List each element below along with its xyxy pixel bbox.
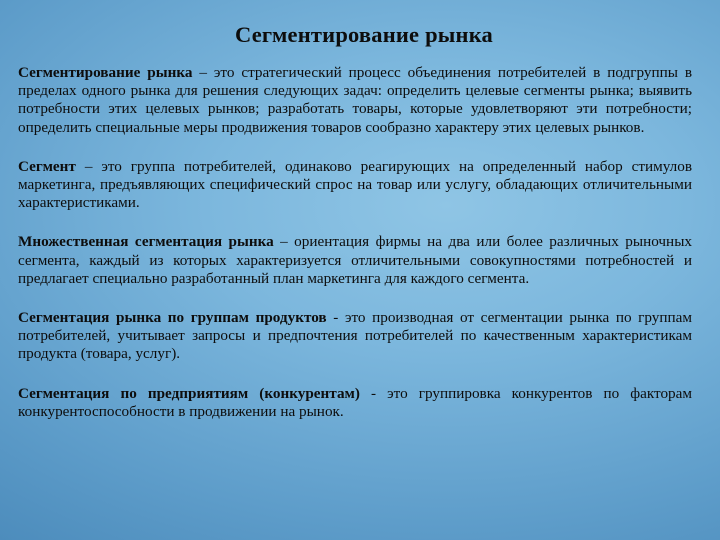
definition-term: Сегмент <box>18 157 76 175</box>
slide-title: Сегментирование рынка <box>235 22 493 47</box>
definition-text: - это производная от сегментации рынка по группам потребителей, учитывает запросы и предпочтения потребителей по качественным характеристикам продукта (товара, услуг). <box>18 309 692 363</box>
definition-term: Множественная сегментация рынка <box>18 233 274 251</box>
definition-text: – это стратегический процесс объединения потребителей в подгруппы в пределах одного рынка для решения следующих задач: определить целевые сегменты рынка; выявить потребности этих целевых рынков; разработать товары, которые удовлетворяют эти потребности; определить специальные меры продвижения товаров сообразно характеру этих целевых рынков. <box>18 64 692 136</box>
definition-paragraph <box>18 385 692 421</box>
definition-text: – ориентация фирмы на два или более различных рыночных сегмента, каждый из которых характеризуется отличительными совокупностями потребностей и предлагает специально разработанный план маркетинга для каждого сегмента. <box>18 233 692 287</box>
definition-text: – это группа потребителей, одинаково реагирующих на определенный набор стимулов маркетинга, предъявляющих специфический спрос на товар или услугу, обладающих отличительными характеристиками. <box>18 157 692 212</box>
definition-term: Сегментация по предприятиям (конкурентам) <box>18 384 360 402</box>
definition-paragraph <box>18 233 692 288</box>
definition-text: - это группировка конкурентов по факторам конкурентоспособности в продвижении на рынок. <box>18 384 692 420</box>
definition-paragraph <box>18 158 692 213</box>
definition-term: Сегментация рынка по группам продуктов <box>18 309 327 327</box>
definition-term: Сегментирование рынка <box>18 64 193 81</box>
definition-paragraph <box>18 64 692 137</box>
slide-content <box>18 64 692 442</box>
definition-paragraph <box>18 309 692 364</box>
